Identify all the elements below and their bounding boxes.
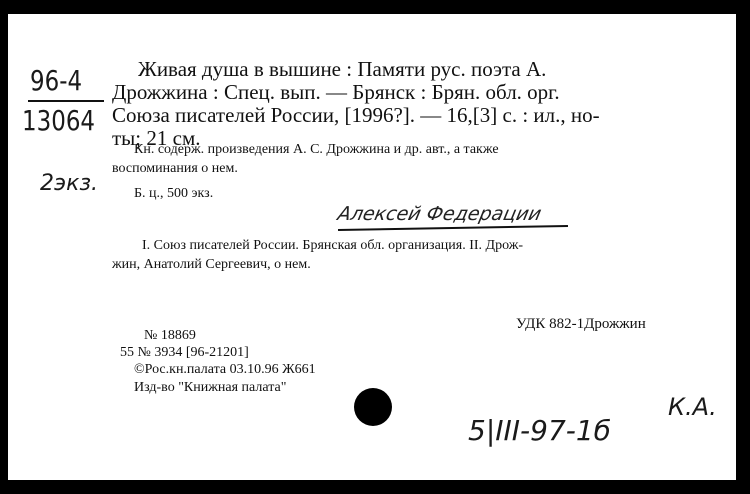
reg-line: 55 № 3934 [96-21201] <box>120 345 249 360</box>
contents-line-1: Кн. содерж. произведения А. С. Дрожжина и др. авт., а также <box>134 142 499 157</box>
price-line: Б. ц., 500 экз. <box>134 186 214 201</box>
shelfmark-divider <box>28 100 104 102</box>
contents-line-2: воспоминания о нем. <box>112 161 238 176</box>
number-line: № 18869 <box>144 328 196 343</box>
signature: Алексей Федерации <box>335 203 544 225</box>
shelfmark-top: 96-4 <box>30 64 83 97</box>
tracings-line-1: I. Союз писателей России. Брянская обл. организация. II. Дрож- <box>142 238 524 253</box>
title-line-3: Союза писателей России, [1996?]. — 16,[3] с. : ил., но- <box>112 103 600 127</box>
punch-hole <box>354 388 392 426</box>
title-line-2: Дрожжина : Спец. вып. — Брянск : Брян. обл. орг. <box>112 80 560 104</box>
signature-underline <box>338 225 568 231</box>
shelfmark-bottom: 13064 <box>22 104 96 137</box>
initials: К.А. <box>668 393 717 421</box>
title-line-1: Живая душа в вышине : Памяти рус. поэта А. <box>138 57 547 81</box>
handwritten-code: 5|III-97-1б <box>468 414 611 447</box>
copies-note: 2экз. <box>40 171 99 196</box>
tracings-line-2: жин, Анатолий Сергеевич, о нем. <box>112 257 311 272</box>
udk-line: УДК 882-1Дрожжин <box>516 316 646 332</box>
publisher-line: Изд-во "Книжная палата" <box>134 380 287 395</box>
title-line-4: ты; 21 см. <box>112 126 201 150</box>
catalog-card <box>8 14 736 480</box>
chamber-line: ©Рос.кн.палата 03.10.96 Ж661 <box>134 362 316 377</box>
